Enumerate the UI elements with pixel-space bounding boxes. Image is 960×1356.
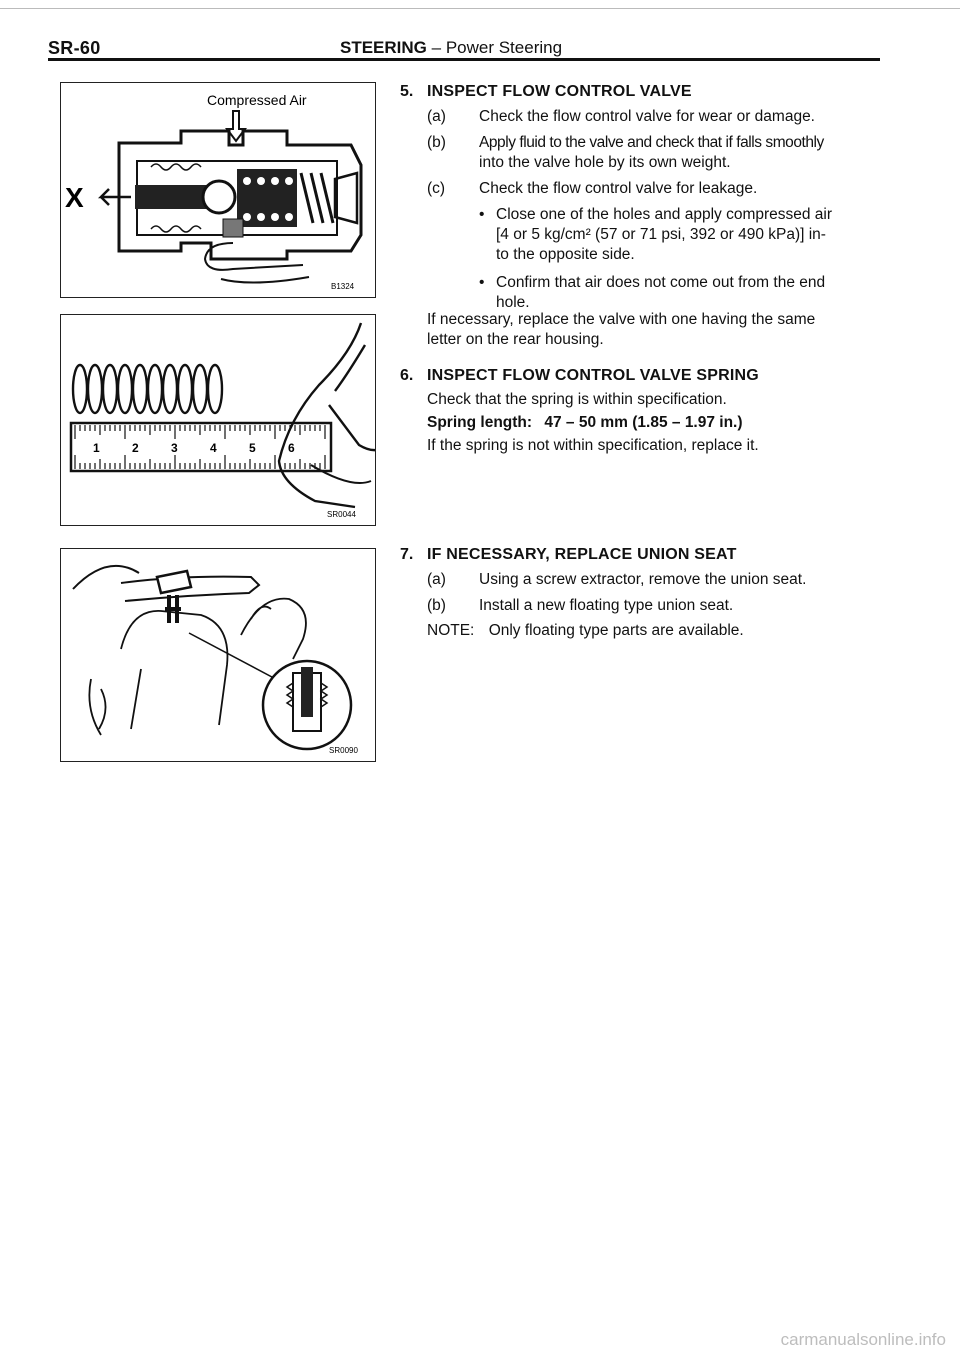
bullet-line2: hole.	[496, 294, 530, 311]
ruler-number: 4	[210, 441, 217, 455]
step-heading: INSPECT FLOW CONTROL VALVE SPRING	[427, 367, 759, 384]
ruler-number: 1	[93, 441, 100, 455]
top-edge-line	[0, 8, 960, 9]
step-5	[400, 83, 890, 353]
note-label: NOTE:	[427, 622, 475, 639]
subsection-name: Power Steering	[445, 38, 563, 57]
header-rule	[48, 58, 880, 61]
note-line1: If necessary, replace the valve with one having the same	[427, 311, 816, 328]
step-number: 7.	[400, 546, 414, 563]
section-name: STEERING	[340, 38, 427, 57]
bullet-dot-icon: •	[479, 274, 485, 291]
step-number: 5.	[400, 83, 414, 100]
check-ball	[203, 181, 235, 213]
extractor-tip	[301, 667, 313, 717]
item-a	[400, 570, 890, 592]
item-label: (b)	[427, 134, 446, 151]
spring-illustration	[61, 315, 375, 525]
spring-coil-loop	[73, 365, 87, 413]
item-text-line1: Apply fluid to the valve and check that if falls smoothly	[479, 134, 824, 151]
item-text: Check the flow control valve for leakage.	[479, 180, 758, 197]
page-header	[48, 34, 880, 60]
thread-top	[151, 164, 201, 170]
spec-line	[427, 413, 890, 433]
item-a	[400, 107, 890, 129]
pump-body	[89, 611, 227, 735]
page-code: SR-60	[48, 38, 101, 58]
tap-wrench-body	[157, 571, 191, 593]
spec-label: Spring length:	[427, 414, 533, 431]
figure-union-seat	[60, 548, 376, 762]
item-text: Using a screw extractor, remove the union seat.	[479, 571, 807, 588]
step-heading: INSPECT FLOW CONTROL VALVE	[427, 83, 692, 100]
figure-code: B1324	[331, 282, 355, 291]
hand-fist	[241, 599, 306, 659]
end-plug	[335, 173, 357, 223]
item-b	[400, 133, 890, 175]
step-heading: IF NECESSARY, REPLACE UNION SEAT	[427, 546, 737, 563]
hand-illustration	[279, 323, 375, 507]
bullet-dot-icon: •	[479, 206, 485, 223]
spring-coil-loop	[148, 365, 162, 413]
note-line	[427, 621, 890, 641]
step-6	[400, 367, 890, 467]
step-7	[400, 546, 890, 646]
ruler-number: 2	[132, 441, 139, 455]
outflow-arrow-icon	[101, 189, 131, 205]
figure-spring-measurement	[60, 314, 376, 526]
bullet-line2: [4 or 5 kg/cm² (57 or 71 psi, 392 or 490 kPa)] in-	[496, 226, 826, 243]
watermark: carmanualsonline.info	[780, 1330, 946, 1349]
bullet-1	[400, 205, 890, 267]
step-line1: Check that the spring is within specification.	[427, 391, 727, 408]
ruler-number: 5	[249, 441, 256, 455]
figure-code: SR0090	[329, 746, 358, 755]
title-separator: –	[426, 38, 446, 57]
thread-bottom	[151, 226, 201, 232]
spring-coil-loop	[178, 365, 192, 413]
bullet-line3: to the opposite side.	[496, 246, 635, 263]
spring-coil-loop	[208, 365, 222, 413]
step-line3: If the spring is not within specification, replace it.	[427, 437, 759, 454]
step-number: 6.	[400, 367, 414, 384]
spring-coil-loop	[193, 365, 207, 413]
bullet-line1: Confirm that air does not come out from the end	[496, 274, 826, 291]
section-title	[340, 38, 562, 58]
item-label: (b)	[427, 597, 446, 614]
item-text-line2: into the valve hole by its own weight.	[479, 154, 731, 171]
item-label: (c)	[427, 180, 446, 197]
valve-illustration	[61, 83, 375, 297]
item-label: (a)	[427, 571, 446, 588]
item-b	[400, 596, 890, 618]
figure-flow-control-valve	[60, 82, 376, 298]
x-side-mark: X	[65, 182, 84, 213]
spring-coil-loop	[103, 365, 117, 413]
compressed-air-label: Compressed Air	[207, 92, 307, 108]
item-text: Install a new floating type union seat.	[479, 597, 734, 614]
item-label: (a)	[427, 108, 446, 125]
bullet-2	[400, 273, 890, 315]
note-line2: letter on the rear housing.	[427, 331, 604, 348]
union-seat-illustration	[61, 549, 375, 761]
plug-hole	[223, 219, 243, 237]
ruler-number: 3	[171, 441, 178, 455]
item-c	[400, 179, 890, 201]
spring-coil-loop	[118, 365, 132, 413]
finger-illustration	[205, 243, 309, 283]
ruler-number: 6	[288, 441, 295, 455]
spring-coil-loop	[133, 365, 147, 413]
spring-coil-loop	[88, 365, 102, 413]
bullet-line1: Close one of the holes and apply compressed air	[496, 206, 833, 223]
spring-coil-loop	[163, 365, 177, 413]
note-text: Only floating type parts are available.	[488, 622, 744, 639]
item-text: Check the flow control valve for wear or damage.	[479, 108, 815, 125]
spring-coils	[301, 173, 333, 223]
spec-value: 47 – 50 mm (1.85 – 1.97 in.)	[544, 414, 743, 431]
ruler-numbers	[93, 441, 295, 455]
extractor-shaft	[165, 595, 181, 623]
figure-code: SR0044	[327, 510, 356, 519]
spring-coil	[73, 365, 222, 413]
